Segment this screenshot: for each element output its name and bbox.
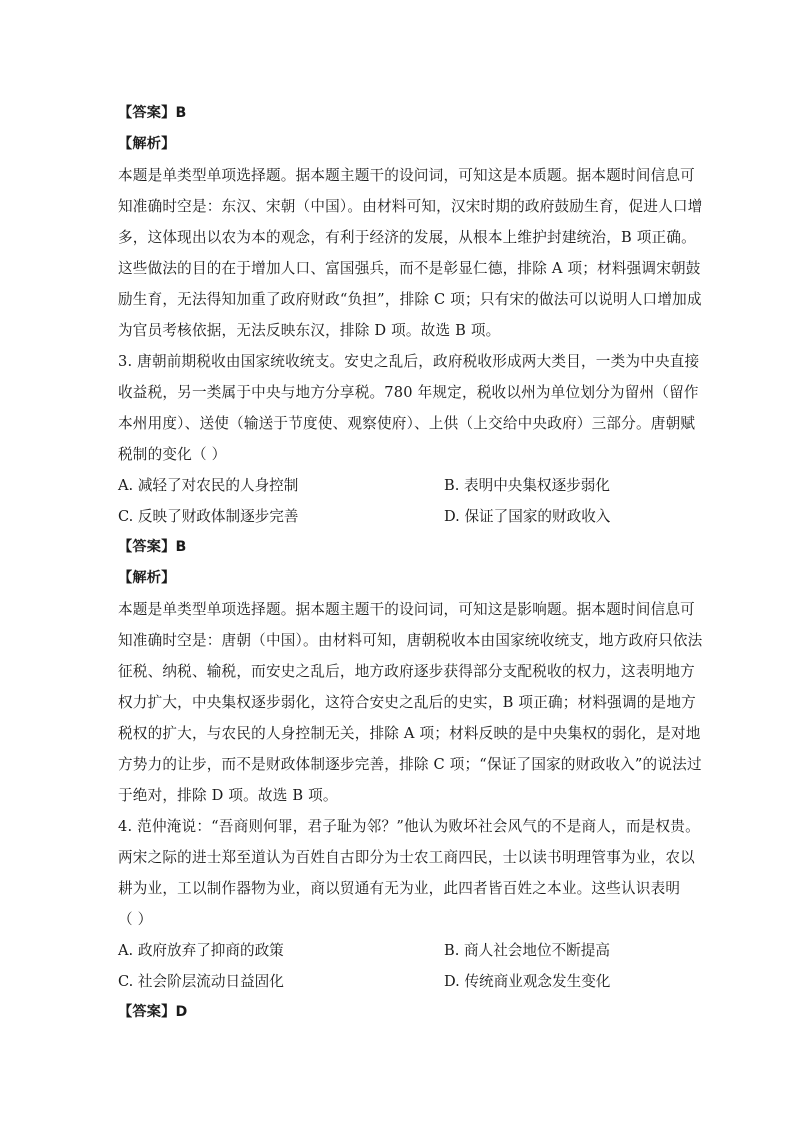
q3-option-d: D. 保证了国家的财政收入 <box>444 508 611 525</box>
q2-analysis-line: 本题是单类型单项选择题。据本题主题干的设问词，可知这是本质题。据本题时间信息可 <box>118 167 695 184</box>
q3-stem-line: 税制的变化（ ） <box>118 446 227 463</box>
q2-analysis-line: 这些做法的目的在于增加人口、富国强兵，而不是彰显仁德，排除 A 项；材料强调宋朝鼓 <box>118 260 701 277</box>
q3-analysis-line: 于绝对，排除 D 项。故选 B 项。 <box>118 787 338 804</box>
q4-stem-line: 两宋之际的进士郑至道认为百姓自古即分为士农工商四民，士以读书明理管事为业，农以 <box>118 849 695 866</box>
q4-option-b: B. 商人社会地位不断提高 <box>444 942 610 959</box>
q2-analysis-label: 【解析】 <box>118 136 176 152</box>
q2-answer: 【答案】B <box>118 105 187 121</box>
q3-option-a: A. 减轻了对农民的人身控制 <box>118 477 299 494</box>
q2-analysis-line: 励生育，无法得知加重了政府财政“负担”，排除 C 项；只有宋的做法可以说明人口增加成 <box>118 291 702 308</box>
q4-option-c: C. 社会阶层流动日益固化 <box>118 973 284 990</box>
q3-analysis-line: 本题是单类型单项选择题。据本题主题干的设问词，可知这是影响题。据本题时间信息可 <box>118 601 695 618</box>
q3-answer: 【答案】B <box>118 539 187 555</box>
q3-options-row <box>118 470 678 501</box>
q3-analysis-line: 权力扩大，中央集权逐步弱化，这符合安史之乱后的史实，B 项正确；材料强调的是地方 <box>118 694 696 711</box>
q3-analysis-line: 知准确时空是：唐朝（中国）。由材料可知，唐朝税收本由国家统收统支，地方政府只依法 <box>118 632 703 649</box>
q3-analysis-line: 方势力的让步，而不是财政体制逐步完善，排除 C 项；“保证了国家的财政收入”的说法过 <box>118 756 702 773</box>
q4-stem-line: 4. 范仲淹说：“吾商则何罪，君子耻为邻？”他认为败坏社会风气的不是商人，而是权贵。 <box>118 818 700 835</box>
q3-stem-line: 本州用度）、送使（输送于节度使、观察使府）、上供（上交给中央政府）三部分。唐朝赋 <box>118 415 696 432</box>
q2-analysis-line: 为官员考核依据，无法反映东汉，排除 D 项。故选 B 项。 <box>118 322 501 339</box>
q4-stem-line: 耕为业，工以制作器物为业，商以贸通有无为业，此四者皆百姓之本业。这些认识表明 <box>118 880 681 897</box>
q2-analysis-line: 知准确时空是：东汉、宋朝（中国）。由材料可知，汉宋时期的政府鼓励生育，促进人口增 <box>118 198 703 215</box>
q4-option-d: D. 传统商业观念发生变化 <box>444 973 611 990</box>
q4-answer: 【答案】D <box>118 1004 188 1020</box>
q3-stem-line: 收益税，另一类属于中央与地方分享税。780 年规定，税收以州为单位划分为留州（留作 <box>118 384 699 401</box>
q4-options-row <box>118 966 678 997</box>
q4-options-row <box>118 935 678 966</box>
q4-stem-line: （ ） <box>118 911 153 928</box>
q2-analysis-line: 多，这体现出以农为本的观念，有利于经济的发展，从根本上维护封建统治，B 项正确。 <box>118 229 696 246</box>
q3-analysis-label: 【解析】 <box>118 570 176 586</box>
document-content <box>118 98 703 1028</box>
q3-options-row <box>118 501 678 532</box>
q3-stem-line: 3. 唐朝前期税收由国家统收统支。安史之乱后，政府税收形成两大类目，一类为中央直接 <box>118 353 700 370</box>
q3-option-c: C. 反映了财政体制逐步完善 <box>118 508 299 525</box>
q4-option-a: A. 政府放弃了抑商的政策 <box>118 942 284 959</box>
q3-analysis-line: 征税、纳税、输税，而安史之乱后，地方政府逐步获得部分支配税收的权力，这表明地方 <box>118 663 695 680</box>
q3-option-b: B. 表明中央集权逐步弱化 <box>444 477 610 494</box>
q3-analysis-line: 税权的扩大，与农民的人身控制无关，排除 A 项；材料反映的是中央集权的弱化，是对地 <box>118 725 701 742</box>
